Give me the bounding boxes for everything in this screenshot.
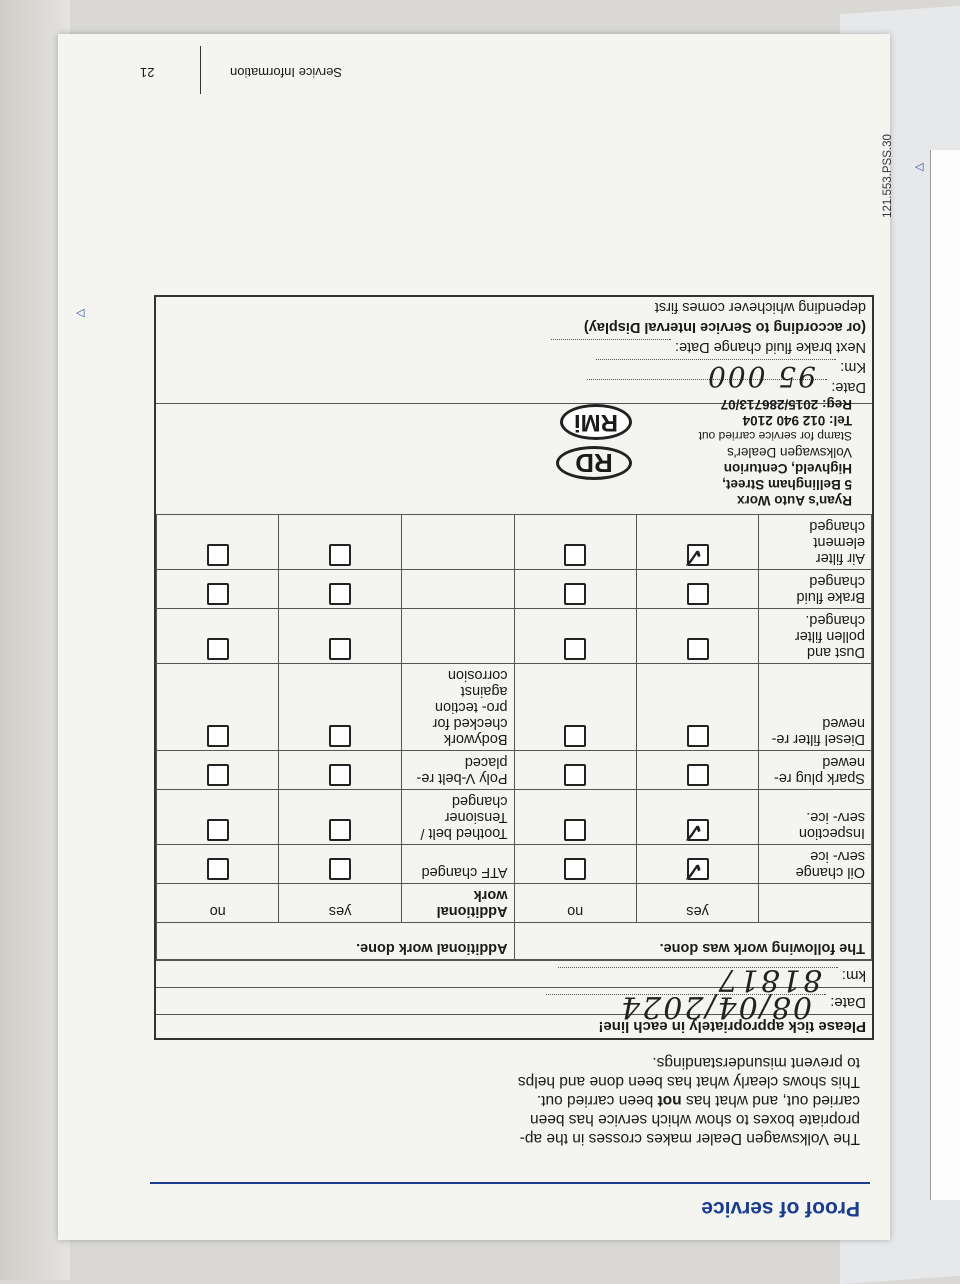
yes-cell: [279, 790, 401, 845]
yes-cell: [636, 570, 758, 609]
no-checkbox[interactable]: [207, 638, 229, 660]
service-item-label: Air filter element changed: [759, 515, 872, 570]
intro-text: been carried out.: [536, 1092, 658, 1109]
intro-line: This shows clearly what has been done and helps: [517, 1073, 860, 1090]
rmi-logo: RMi: [560, 404, 632, 440]
next-km-handwritten: 95 000: [706, 360, 816, 393]
page-content-rotated: [58, 34, 895, 1240]
brake-date-label: Next brake fluid change Date:: [674, 339, 866, 355]
intro-line: [500, 1091, 860, 1110]
additional-item-label: ATF changed: [401, 845, 514, 884]
service-item-label: Brake fluid changed: [759, 570, 872, 609]
no-checkbox[interactable]: [564, 819, 586, 841]
no-checkbox[interactable]: [564, 725, 586, 747]
tick-instruction: Please tick appropriately in each line!: [156, 1014, 872, 1038]
intro-line: to prevent misunderstandings.: [652, 1054, 860, 1071]
no-checkbox[interactable]: [564, 764, 586, 786]
page-number: 21: [140, 65, 155, 80]
stamp-note: Stamp for service carried out: [698, 429, 852, 443]
additional-item-label: [401, 570, 514, 609]
intro-text: carried out, and what has: [681, 1092, 860, 1109]
yes-cell: [279, 845, 401, 884]
no-column-head: no: [157, 884, 279, 923]
additional-heading: Additional work done.: [157, 923, 515, 960]
stamp-street: 5 Bellingham Street,: [722, 477, 852, 492]
no-cell: [157, 845, 279, 884]
yes-cell: [636, 664, 758, 751]
no-checkbox[interactable]: [564, 544, 586, 566]
no-cell: [514, 751, 636, 790]
yes-checkbox[interactable]: [687, 819, 709, 841]
triangle-marker-icon: ◁: [915, 161, 924, 173]
checklist-col-heads: [157, 884, 872, 923]
checklist-row: [157, 515, 872, 570]
checklist-heading-row: [157, 923, 872, 960]
no-cell: [157, 609, 279, 664]
no-checkbox[interactable]: [564, 583, 586, 605]
service-item-label: Diesel filter re- newed: [759, 664, 872, 751]
dealer-stamp: [699, 396, 852, 508]
yes-checkbox[interactable]: [329, 725, 351, 747]
adjacent-page-inner: [930, 150, 960, 1200]
service-item-label: Inspection serv- ice.: [759, 790, 872, 845]
km-row: [156, 960, 872, 997]
brake-date-row: [162, 339, 866, 355]
yes-checkbox[interactable]: [329, 764, 351, 786]
service-item-label: Spark plug re- newed: [759, 751, 872, 790]
date-handwritten: 08/04/2024: [619, 989, 812, 1024]
document-id: 121.553.PSS.30: [882, 134, 895, 218]
no-cell: [157, 664, 279, 751]
no-checkbox[interactable]: [207, 583, 229, 605]
additional-work-head: Additional work: [401, 884, 514, 923]
no-cell: [157, 515, 279, 570]
yes-column-head: yes: [279, 884, 401, 923]
yes-cell: [279, 664, 401, 751]
stamp-name: Ryan's Auto Worx: [737, 493, 852, 508]
stamp-area: Highveld, Centurion: [723, 461, 852, 476]
interval-note: (or according to Service Interval Display): [583, 319, 866, 335]
no-cell: [514, 570, 636, 609]
additional-item-label: [401, 609, 514, 664]
triangle-marker-icon: ◁: [76, 307, 85, 319]
yes-checkbox[interactable]: [687, 583, 709, 605]
no-cell: [157, 570, 279, 609]
intro-paragraph: [500, 1053, 860, 1148]
service-item-label: Oil change serv- ice: [759, 845, 872, 884]
no-checkbox[interactable]: [564, 858, 586, 880]
no-checkbox[interactable]: [207, 544, 229, 566]
checklist-row: [157, 570, 872, 609]
next-service-area: [156, 297, 872, 403]
intro-line: propriate boxes to show which service has been: [530, 1111, 860, 1128]
yes-checkbox[interactable]: [329, 638, 351, 660]
checklist-row: [157, 609, 872, 664]
km-label: km:: [841, 967, 866, 984]
yes-cell: [279, 570, 401, 609]
yes-checkbox[interactable]: [687, 764, 709, 786]
no-checkbox[interactable]: [207, 819, 229, 841]
yes-cell: [636, 515, 758, 570]
additional-item-label: [401, 515, 514, 570]
no-cell: [157, 790, 279, 845]
checklist-row: [157, 664, 872, 751]
yes-checkbox[interactable]: [329, 819, 351, 841]
additional-item-label: Toothed belt / Tensioner changed: [401, 790, 514, 845]
no-cell: [514, 845, 636, 884]
checklist-row: [157, 845, 872, 884]
yes-cell: [636, 790, 758, 845]
booklet-page: [58, 34, 895, 1240]
whichever-note: depending whichever comes first: [654, 299, 866, 315]
no-cell: [514, 790, 636, 845]
yes-checkbox[interactable]: [687, 638, 709, 660]
no-checkbox[interactable]: [207, 764, 229, 786]
no-cell: [514, 664, 636, 751]
yes-checkbox[interactable]: [329, 583, 351, 605]
stamp-reg: Reg: 2015/286713/07: [720, 397, 852, 412]
page-header: [80, 1194, 870, 1224]
yes-checkbox[interactable]: [687, 544, 709, 566]
no-checkbox[interactable]: [564, 638, 586, 660]
date-label: Date:: [830, 994, 866, 1011]
additional-item-label: Poly V-belt re- placed: [401, 751, 514, 790]
service-checklist: [156, 514, 872, 960]
stamp-dealer: Volkswagen Dealer's: [727, 445, 852, 460]
no-cell: [514, 609, 636, 664]
yes-cell: [636, 751, 758, 790]
yes-cell: [279, 609, 401, 664]
dealer-stamp-area: [156, 397, 872, 514]
yes-checkbox[interactable]: [329, 544, 351, 566]
blank-head: [759, 884, 872, 923]
work-done-heading: The following work was done.: [514, 923, 871, 960]
checklist-row: [157, 790, 872, 845]
additional-item-label: Bodywork checked for pro- tection against corrosion: [401, 664, 514, 751]
page-title: Proof of service: [701, 1197, 860, 1220]
yes-checkbox[interactable]: [329, 858, 351, 880]
yes-column-head: yes: [636, 884, 758, 923]
yes-cell: [279, 515, 401, 570]
rd-logo: RD: [556, 446, 632, 480]
intro-emphasis: not: [657, 1092, 682, 1109]
yes-checkbox[interactable]: [687, 725, 709, 747]
intro-line: The Volkswagen Dealer makes crosses in the ap-: [519, 1130, 860, 1147]
yes-cell: [636, 609, 758, 664]
footer-section: Service Information: [230, 65, 342, 80]
no-checkbox[interactable]: [207, 725, 229, 747]
next-date-label: Date:: [831, 379, 866, 395]
service-form: [154, 295, 874, 1040]
next-km-label: Km:: [840, 359, 866, 375]
footer-divider: [200, 46, 201, 94]
no-column-head: no: [514, 884, 636, 923]
yes-cell: [636, 845, 758, 884]
brake-dotline: [551, 339, 671, 354]
service-item-label: Dust and pollen filter changed.: [759, 609, 872, 664]
no-cell: [157, 751, 279, 790]
no-cell: [514, 515, 636, 570]
yes-checkbox[interactable]: [687, 858, 709, 880]
stamp-tel: Tel: 012 940 2104: [742, 413, 852, 428]
no-checkbox[interactable]: [207, 858, 229, 880]
km-handwritten: 81817: [716, 962, 822, 997]
yes-cell: [279, 751, 401, 790]
checklist-row: [157, 751, 872, 790]
title-rule: [150, 1182, 870, 1184]
